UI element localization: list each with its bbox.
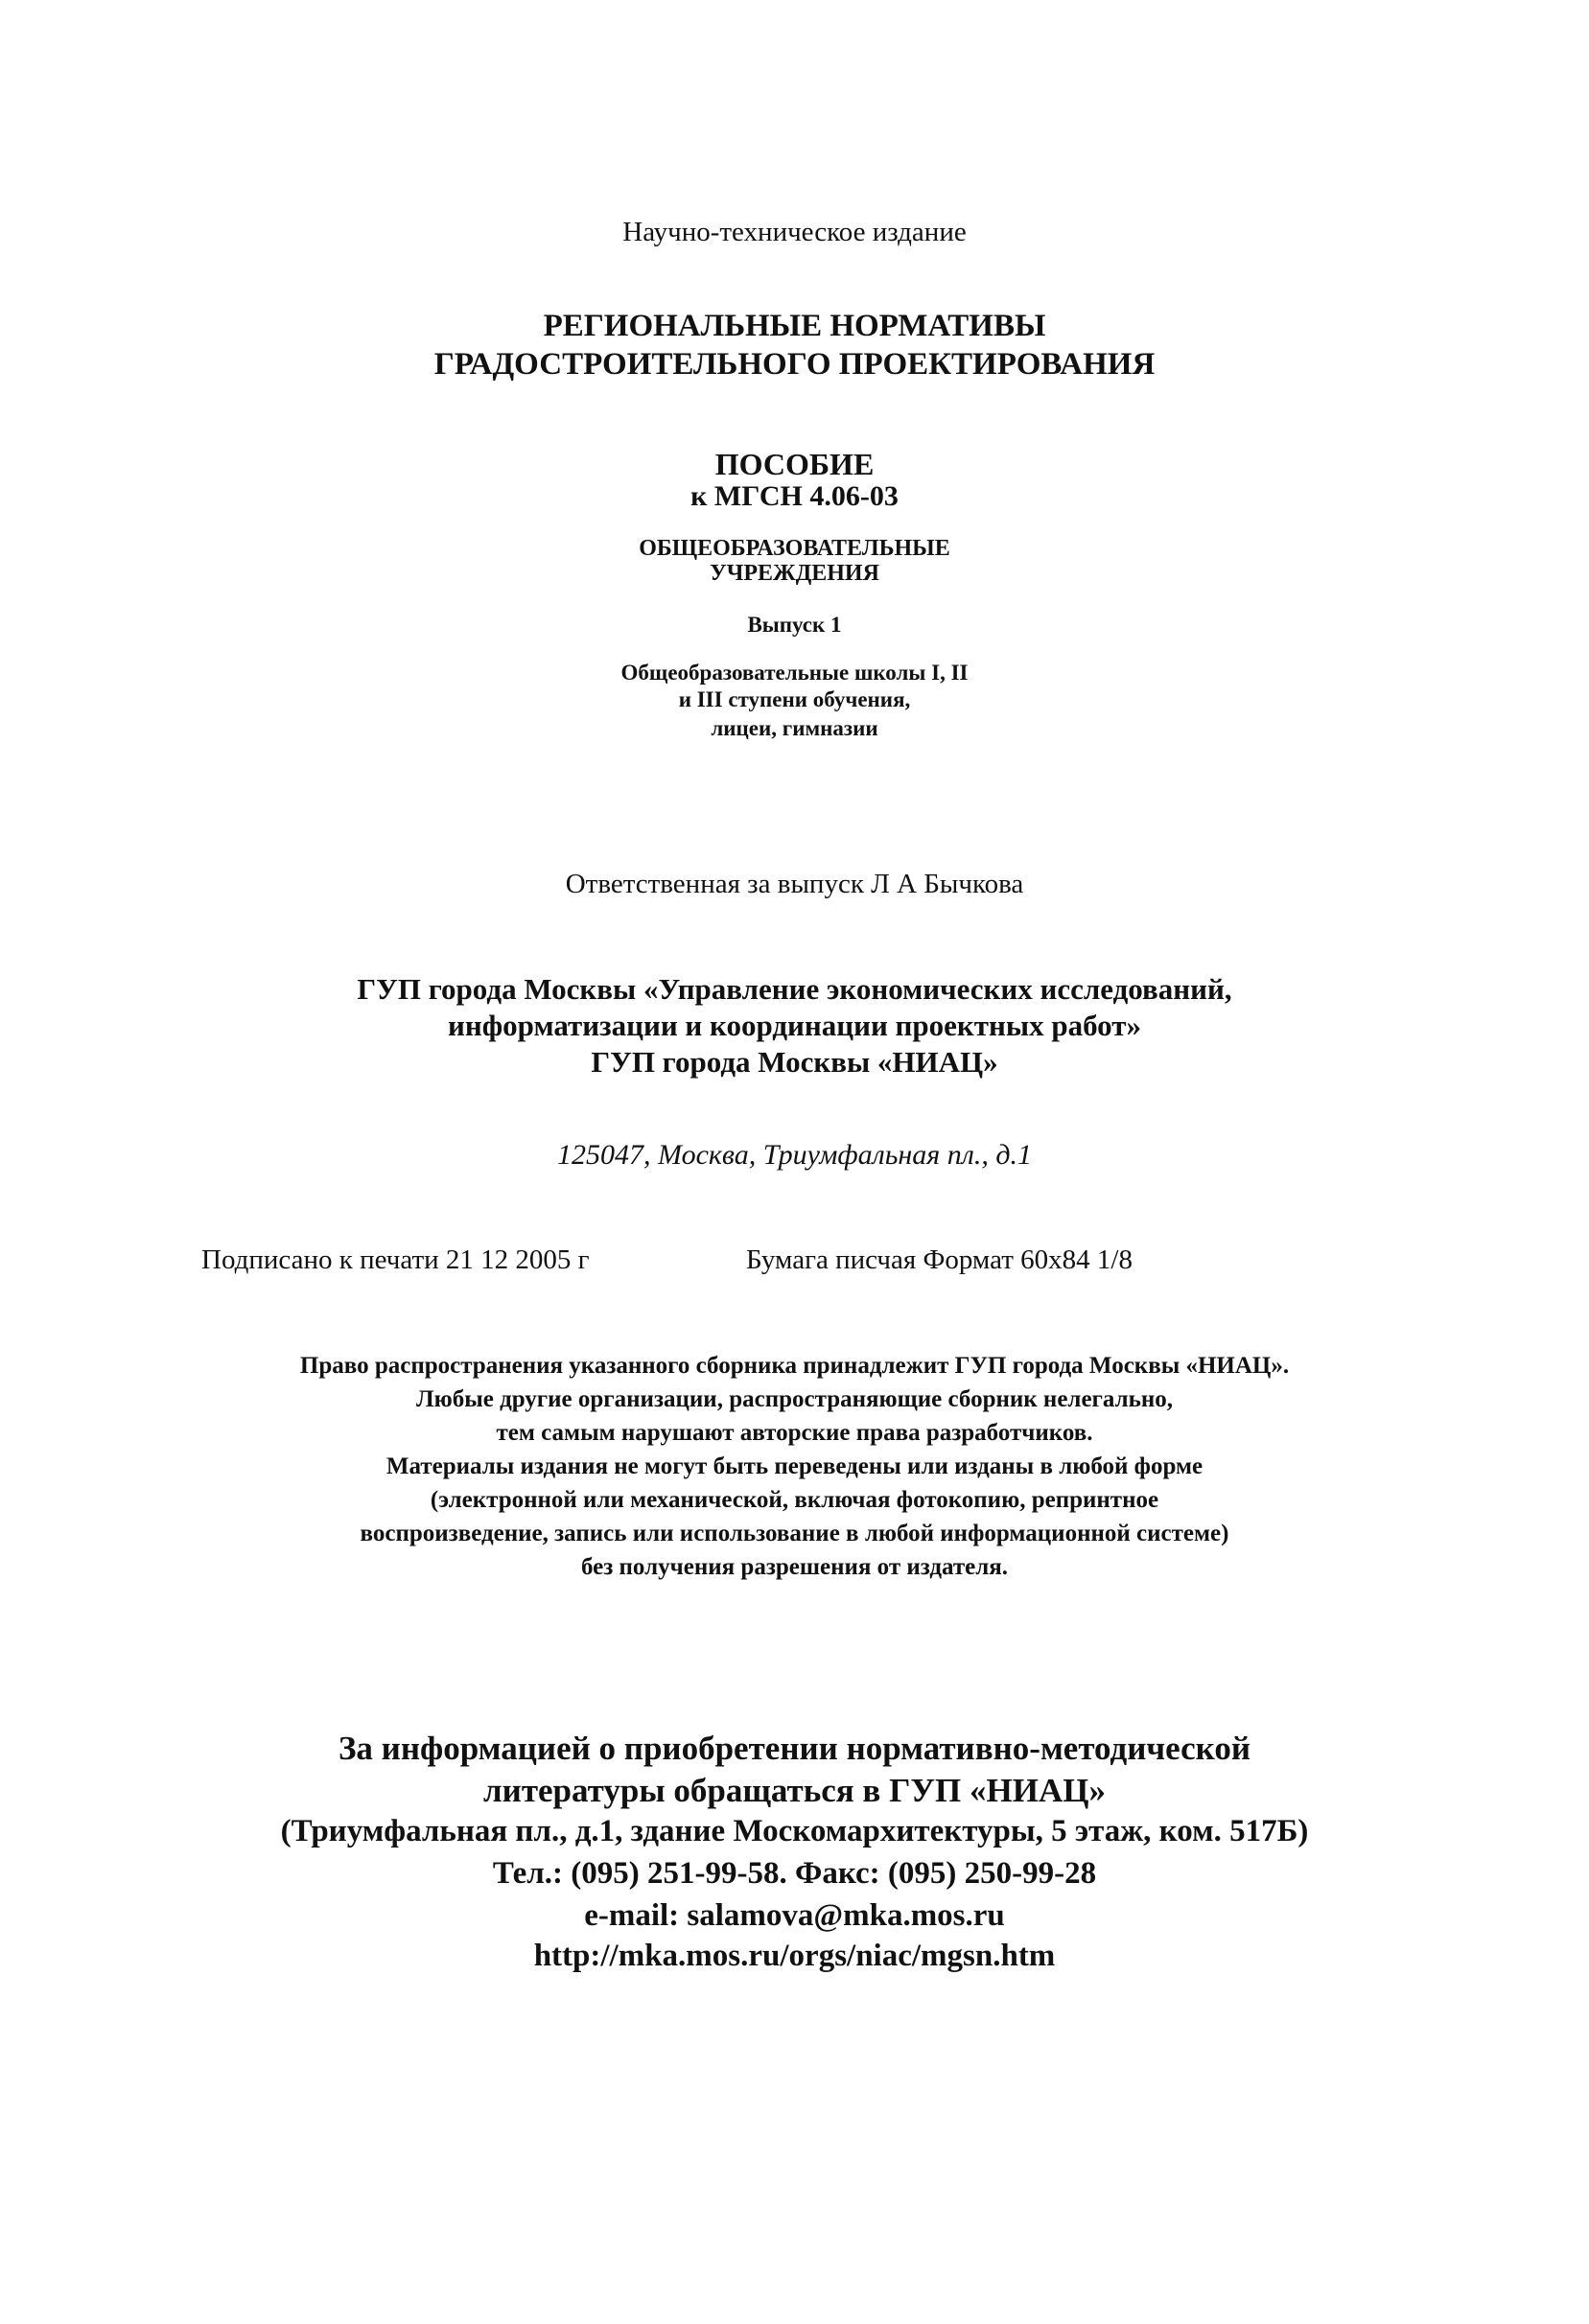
manual-heading: ПОСОБИЕ xyxy=(714,447,875,481)
issue-subject-line-1: Общеобразовательные школы I, II xyxy=(620,661,969,685)
contact-line-2: литературы обращаться в ГУП «НИАЦ» xyxy=(483,1772,1106,1809)
copyright-line-5: (электронной или механической, включая фотокопию, репринтное xyxy=(430,1487,1159,1513)
title-line-2: ГРАДОСТРОИТЕЛЬНОГО ПРОЕКТИРОВАНИЯ xyxy=(433,347,1156,382)
issue-subject-line-2: и III ступени обучения, xyxy=(678,687,911,711)
publisher-line-3: ГУП города Москвы «НИАЦ» xyxy=(591,1045,998,1079)
copyright-line-4: Материалы издания не могут быть переведены или изданы в любой форме xyxy=(386,1453,1203,1479)
issue-subject-line-3: лицеи, гимназии xyxy=(711,716,878,740)
copyright-line-7: без получения разрешения от издателя. xyxy=(580,1554,1009,1580)
copyright-line-3: тем самым нарушают авторские права разработчиков. xyxy=(496,1420,1093,1446)
subject-line-2: УЧРЕЖДЕНИЯ xyxy=(710,561,879,586)
contact-line-3: (Триумфальная пл., д.1, здание Москомархитектуры, 5 этаж, ком. 517Б) xyxy=(280,1814,1309,1848)
title-line-1: РЕГИОНАЛЬНЫЕ НОРМАТИВЫ xyxy=(543,309,1046,343)
issue-number: Выпуск 1 xyxy=(747,613,842,637)
responsible-editor: Ответственная за выпуск Л А Бычкова xyxy=(565,869,1024,899)
paper-format: Бумага писчая Формат 60х84 1/8 xyxy=(746,1244,1133,1275)
copyright-line-2: Любые другие организации, распространяющие сборник нелегально, xyxy=(415,1386,1174,1412)
publisher-line-1: ГУП города Москвы «Управление экономических исследований, xyxy=(357,972,1232,1006)
copyright-line-6: воспроизведение, запись или использование в любой информационной системе) xyxy=(360,1521,1229,1546)
edition-type: Научно-техническое издание xyxy=(622,217,967,247)
signed-to-print: Подписано к печати 21 12 2005 г xyxy=(201,1244,590,1275)
contact-line-1: За информацией о приобретении нормативно-методической xyxy=(338,1730,1251,1767)
contact-url[interactable]: http://mka.mos.ru/orgs/niac/mgsn.htm xyxy=(533,1939,1056,1973)
contact-phone-fax: Тел.: (095) 251-99-58. Факс: (095) 250-99-28 xyxy=(492,1856,1097,1891)
copyright-line-1: Право распространения указанного сборника принадлежит ГУП города Москвы «НИАЦ». xyxy=(299,1353,1290,1379)
publisher-address: 125047, Москва, Триумфальная пл., д.1 xyxy=(557,1139,1032,1171)
subject-line-1: ОБЩЕОБРАЗОВАТЕЛЬНЫЕ xyxy=(639,536,950,561)
manual-reference: к МГСН 4.06-03 xyxy=(690,480,899,512)
publisher-line-2: информатизации и координации проектных работ» xyxy=(448,1009,1141,1042)
contact-email[interactable]: e-mail: salamova@mka.mos.ru xyxy=(584,1898,1005,1933)
